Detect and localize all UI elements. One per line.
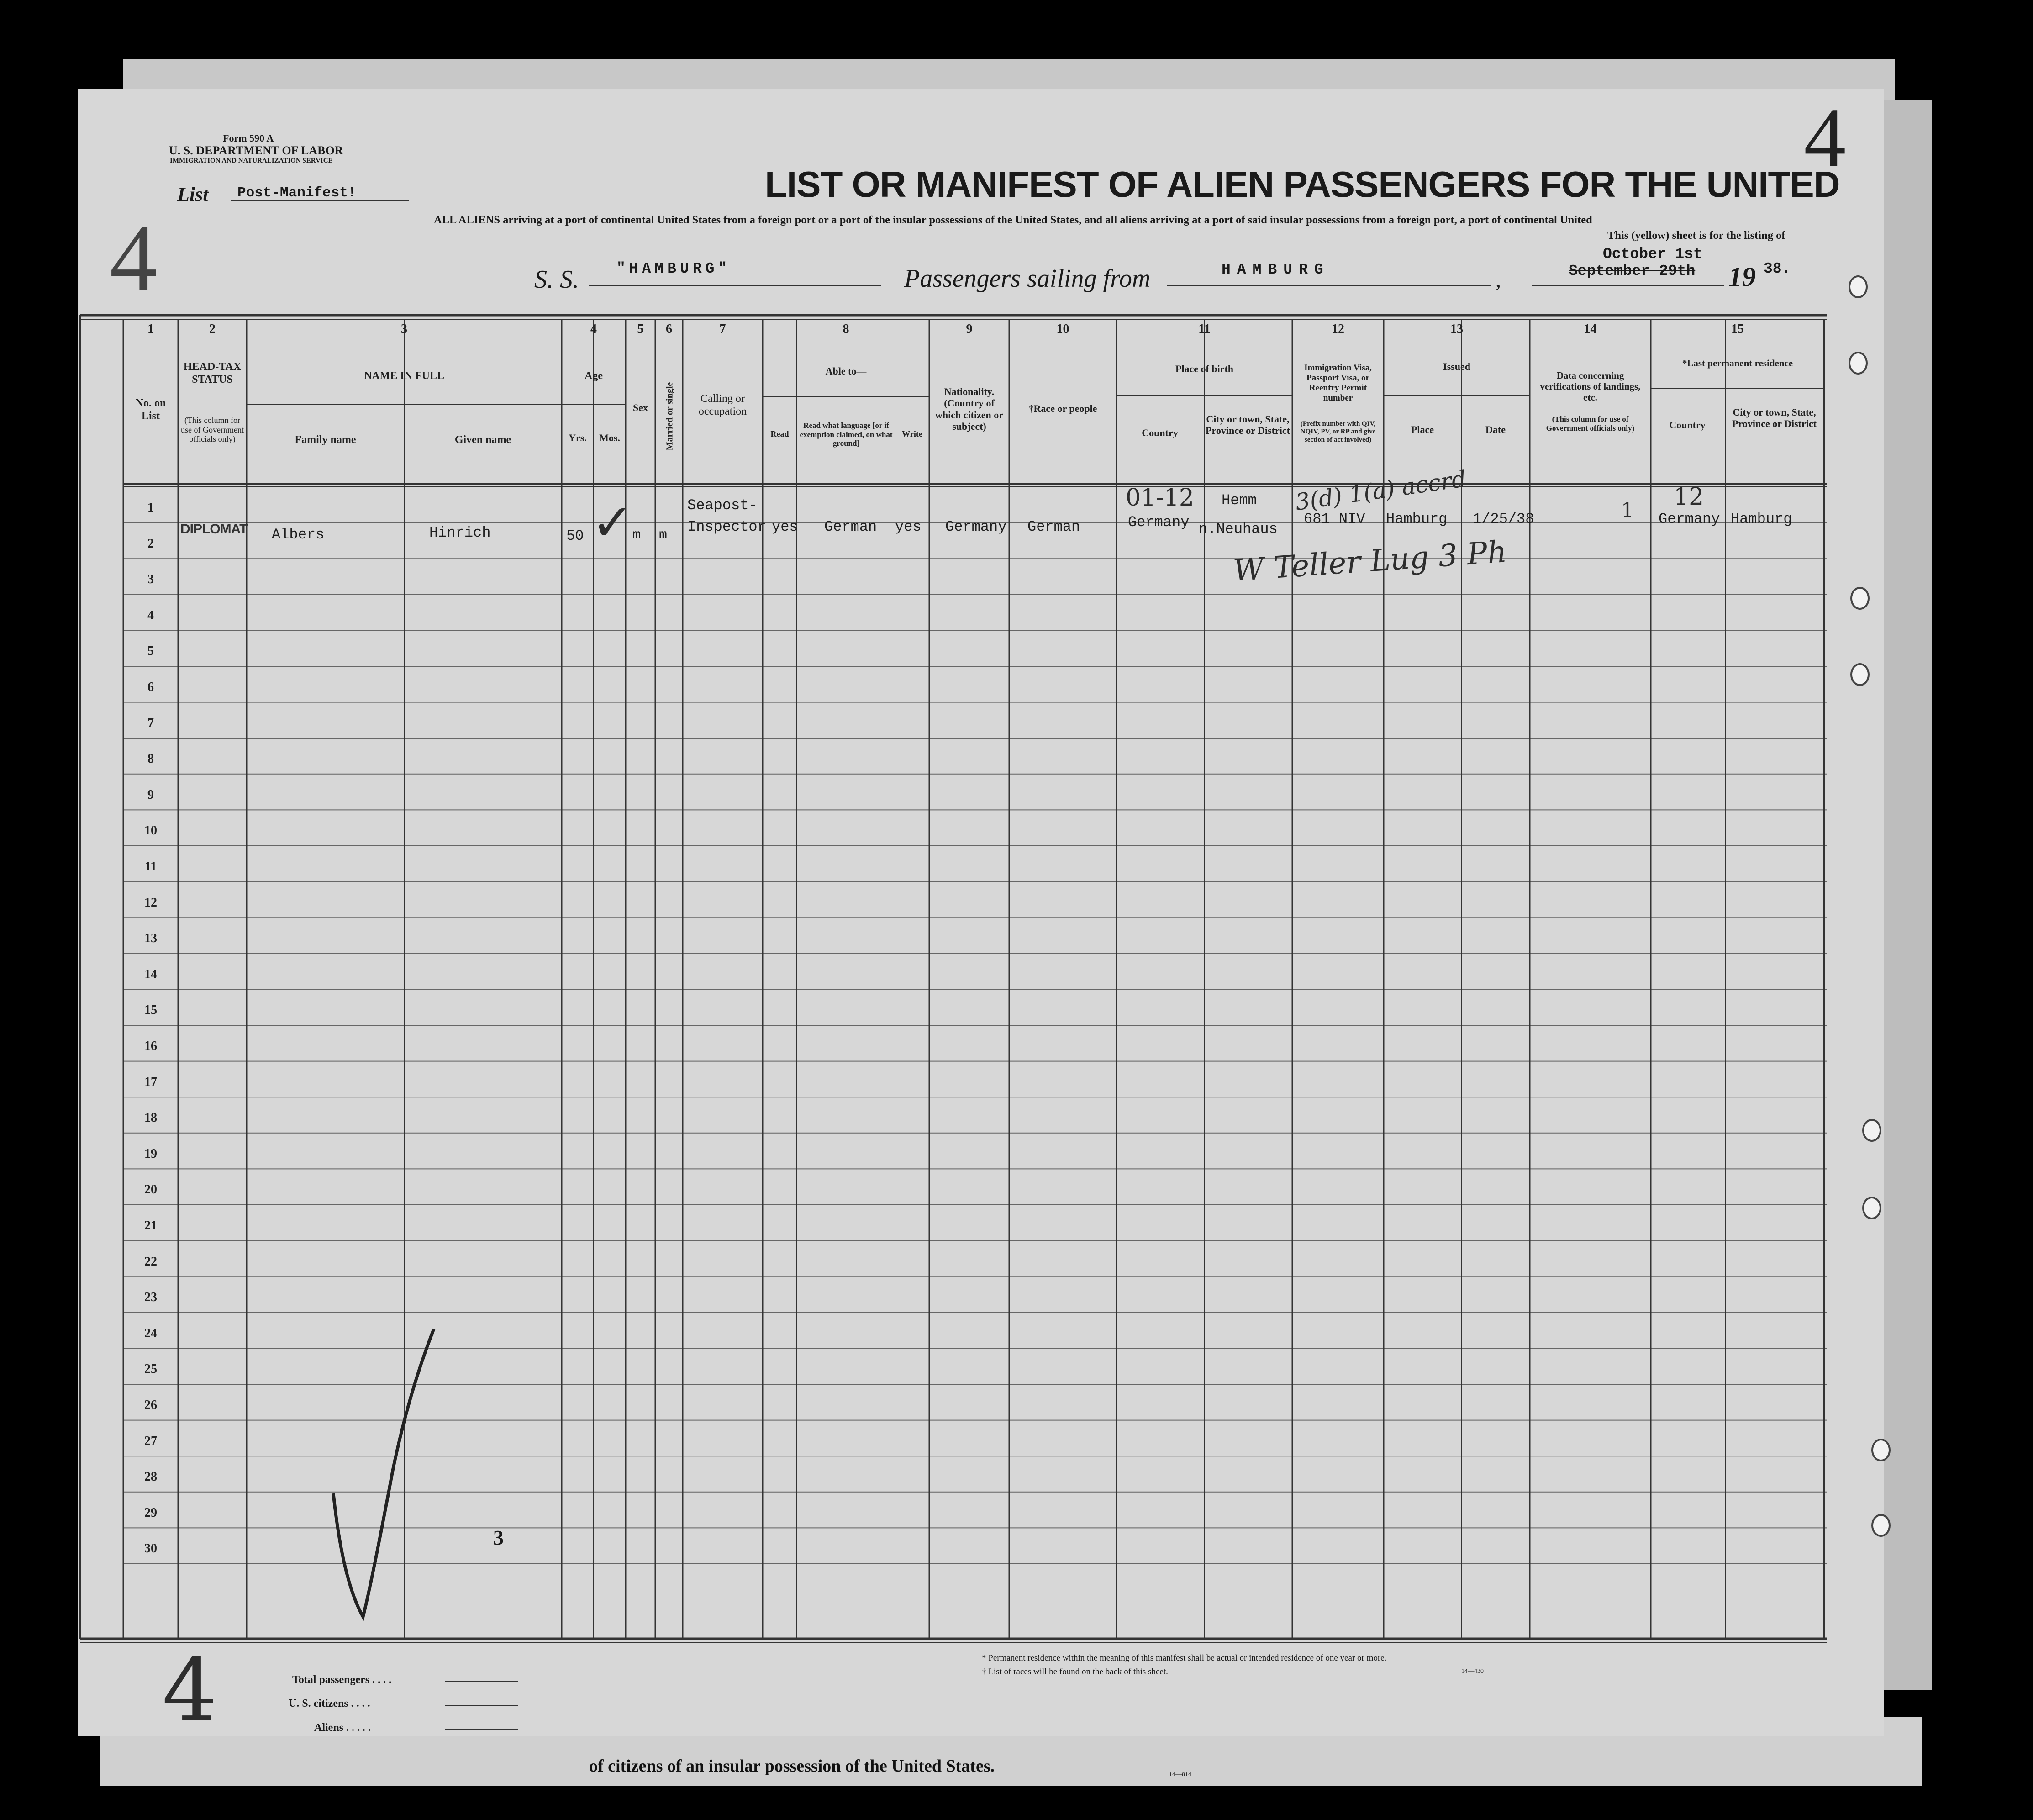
header-verifications-note: (This column for use of Government officials only) bbox=[1546, 415, 1635, 433]
year-prefix: 19 bbox=[1728, 262, 1756, 292]
header-birth-city: City or town, State, Province or District bbox=[1206, 413, 1290, 437]
header-nationality: Nationality. (Country of which citizen or subject) bbox=[935, 386, 1004, 432]
header-given-name: Given name bbox=[454, 434, 511, 446]
entry-visa-annotation: 3(d) 1(a) accrd bbox=[1293, 465, 1468, 516]
row-number: 14 bbox=[144, 967, 157, 981]
page-title: LIST OR MANIFEST OF ALIEN PASSENGERS FOR THE UNITED bbox=[765, 164, 1840, 205]
entry-verification-mark: 1 bbox=[1621, 499, 1634, 522]
binder-hole bbox=[1871, 1439, 1891, 1461]
entry-head-tax: DIPLOMAT bbox=[180, 522, 248, 537]
subtitle-line2: This (yellow) sheet is for the listing of bbox=[1607, 229, 1785, 242]
page-mark: 3 bbox=[493, 1526, 504, 1549]
header-visa: Immigration Visa, Passport Visa, or Reentry Permit number bbox=[1304, 363, 1372, 403]
large-check-mark bbox=[320, 1324, 438, 1626]
header-head-tax: HEAD-TAX STATUS bbox=[183, 361, 242, 385]
under-sheet-text: of citizens of an insular possession of the United States. bbox=[589, 1757, 995, 1776]
form-code: 14—430 bbox=[1461, 1668, 1484, 1675]
col-num-6: 6 bbox=[666, 322, 672, 336]
entry-race: German bbox=[1027, 518, 1080, 535]
entry-occupation-line1: Seapost- bbox=[687, 497, 758, 514]
header-visa-note: (Prefix number with QIV, NQIV, PV, or RP and give section of act involved) bbox=[1300, 420, 1376, 443]
footnote-residence: * Permanent residence within the meaning of this manifest shall be actual or intended residence of one year or more. bbox=[982, 1653, 1387, 1663]
entry-write: yes bbox=[895, 518, 922, 535]
col-num-11: 11 bbox=[1198, 322, 1211, 336]
aliens-label: Aliens . . . . . bbox=[314, 1722, 371, 1734]
header-read-language: Read what language [or if exemption claimed, on what ground] bbox=[800, 421, 893, 448]
port-underline bbox=[1167, 285, 1491, 286]
sailing-date-struck: September 29th bbox=[1569, 263, 1696, 280]
header-calling: Calling or occupation bbox=[698, 393, 747, 417]
header-place-of-birth: Place of birth bbox=[1175, 363, 1234, 375]
entry-handwritten-note: W Teller Lug 3 Ph bbox=[1232, 534, 1508, 588]
row-number: 1 bbox=[147, 501, 154, 515]
under-sheet-code: 14—814 bbox=[1169, 1771, 1191, 1778]
col-num-13: 13 bbox=[1450, 322, 1463, 336]
row-number: 21 bbox=[144, 1219, 157, 1233]
header-mos: Mos. bbox=[599, 432, 620, 443]
list-value: Post-Manifest! bbox=[237, 185, 357, 201]
row-number: 28 bbox=[144, 1470, 157, 1484]
row-number: 26 bbox=[144, 1398, 157, 1412]
header-res-city: City or town, State, Province or District bbox=[1732, 406, 1817, 430]
entry-sex: m bbox=[632, 528, 641, 543]
row-number: 19 bbox=[144, 1146, 157, 1161]
entry-occupation-line2: Inspector bbox=[687, 518, 766, 535]
header-write: Write bbox=[902, 429, 922, 438]
row-number: 8 bbox=[147, 752, 154, 766]
entry-language: German bbox=[824, 518, 877, 535]
entry-birth-country: Germany bbox=[1128, 514, 1190, 531]
entry-res-country: Germany bbox=[1659, 511, 1720, 528]
col-num-8: 8 bbox=[843, 322, 849, 336]
sheet-number-handwritten: 4 bbox=[110, 205, 158, 311]
header-no-on-list: No. on List bbox=[135, 397, 166, 422]
entry-res-city: Hamburg bbox=[1731, 511, 1792, 528]
sailing-date: October 1st bbox=[1603, 246, 1702, 263]
row-number: 29 bbox=[144, 1505, 157, 1520]
row-number: 20 bbox=[144, 1182, 157, 1197]
us-citizens-line bbox=[445, 1705, 518, 1706]
ss-label: S. S. bbox=[534, 265, 579, 294]
form-number: Form 590 A bbox=[223, 132, 274, 144]
header-sex: Sex bbox=[633, 402, 648, 413]
entry-nationality: Germany bbox=[945, 518, 1007, 535]
entry-family-name: Albers bbox=[272, 526, 325, 543]
header-read: Read bbox=[770, 429, 789, 438]
row-number: 3 bbox=[147, 572, 154, 587]
row-number: 18 bbox=[144, 1111, 157, 1125]
row-number: 16 bbox=[144, 1039, 157, 1053]
header-issued: Issued bbox=[1443, 361, 1470, 372]
row-number: 15 bbox=[144, 1003, 157, 1018]
departure-port: HAMBURG bbox=[1222, 261, 1330, 278]
us-citizens-label: U. S. citizens . . . . bbox=[289, 1698, 370, 1709]
comma: , bbox=[1496, 268, 1501, 292]
department: U. S. DEPARTMENT OF LABOR bbox=[169, 144, 343, 157]
aliens-line bbox=[445, 1729, 518, 1730]
header-res-country: Country bbox=[1669, 419, 1706, 431]
footnote-races: † List of races will be found on the back of this sheet. bbox=[982, 1667, 1168, 1677]
row-number: 4 bbox=[147, 608, 154, 622]
col-num-1: 1 bbox=[147, 322, 154, 336]
list-underline bbox=[231, 200, 409, 201]
footer-handwritten-four: 4 bbox=[162, 1640, 217, 1741]
entry-given-name: Hinrich bbox=[429, 524, 491, 541]
entry-issued-date: 1/25/38 bbox=[1473, 511, 1534, 528]
col-num-2: 2 bbox=[209, 322, 216, 336]
entry-issued-place: Hamburg bbox=[1386, 511, 1448, 528]
list-label: List bbox=[177, 183, 209, 206]
year-suffix: 38. bbox=[1764, 260, 1791, 277]
row-number: 9 bbox=[147, 787, 154, 802]
binder-hole bbox=[1871, 1514, 1891, 1537]
col-num-7: 7 bbox=[719, 322, 726, 336]
col-num-4: 4 bbox=[590, 322, 597, 336]
row-number: 13 bbox=[144, 931, 157, 946]
row-number: 27 bbox=[144, 1434, 157, 1448]
row-number: 7 bbox=[147, 716, 154, 730]
entry-married: m bbox=[659, 528, 668, 543]
header-issued-place: Place bbox=[1411, 424, 1434, 435]
total-passengers-text: Total passengers bbox=[292, 1674, 370, 1686]
aliens-text: Aliens bbox=[314, 1722, 344, 1734]
ship-name: "HAMBURG" bbox=[616, 260, 731, 277]
sailing-label: Passengers sailing from bbox=[904, 264, 1151, 293]
entry-birth-code: 01-12 bbox=[1126, 484, 1194, 512]
binder-hole bbox=[1862, 1197, 1881, 1219]
col-num-9: 9 bbox=[966, 322, 973, 336]
header-family-name: Family name bbox=[295, 434, 356, 446]
us-citizens-text: U. S. citizens bbox=[289, 1698, 348, 1709]
entry-read: yes bbox=[772, 518, 798, 535]
header-issued-date: Date bbox=[1485, 424, 1506, 435]
entry-age: 50 bbox=[566, 528, 584, 544]
row-number: 10 bbox=[144, 823, 157, 838]
row-number: 25 bbox=[144, 1362, 157, 1377]
col-num-10: 10 bbox=[1056, 322, 1069, 336]
header-name-in-full: NAME IN FULL bbox=[363, 370, 444, 382]
age-check-mark: ✓ bbox=[591, 493, 634, 552]
col-num-12: 12 bbox=[1332, 322, 1344, 336]
col-num-15: 15 bbox=[1731, 322, 1744, 336]
binder-hole bbox=[1850, 587, 1870, 610]
total-passengers-line bbox=[445, 1681, 518, 1682]
row-number: 2 bbox=[147, 536, 154, 551]
row-number: 11 bbox=[144, 860, 157, 874]
row-number: 12 bbox=[144, 895, 157, 910]
header-birth-country: Country bbox=[1142, 427, 1178, 438]
sheet-number: 4 bbox=[1804, 91, 1846, 185]
binder-hole bbox=[1862, 1119, 1881, 1142]
subtitle-line1: ALL ALIENS arriving at a port of continental United States from a foreign port or a port of the insular possessions of the United States, and all aliens arriving at a port of said insular possessions from a foreign port, a port of continental United bbox=[434, 214, 1592, 226]
row-number: 6 bbox=[147, 680, 154, 694]
header-able-to: Able to— bbox=[825, 365, 867, 377]
binder-hole bbox=[1849, 275, 1868, 298]
binder-hole bbox=[1850, 663, 1870, 686]
date-underline bbox=[1532, 285, 1724, 286]
entry-birth-city-line1: Hemm bbox=[1222, 492, 1257, 509]
service-name: IMMIGRATION AND NATURALIZATION SERVICE bbox=[170, 157, 333, 164]
entry-birth-city-line2: n.Neuhaus bbox=[1199, 521, 1278, 538]
col-num-3: 3 bbox=[401, 322, 407, 336]
col-num-14: 14 bbox=[1584, 322, 1597, 336]
row-number: 22 bbox=[144, 1254, 157, 1269]
row-number: 5 bbox=[147, 644, 154, 659]
header-last-residence: *Last permanent residence bbox=[1682, 358, 1793, 369]
ship-underline bbox=[589, 285, 881, 286]
header-verifications: Data concerning verifications of landings, etc. bbox=[1540, 370, 1641, 403]
row-number: 24 bbox=[144, 1326, 157, 1340]
entry-res-code: 12 bbox=[1674, 483, 1704, 511]
header-race: †Race or people bbox=[1028, 403, 1097, 414]
col-num-5: 5 bbox=[637, 322, 644, 336]
header-age: Age bbox=[585, 370, 603, 382]
row-number: 30 bbox=[144, 1541, 157, 1556]
header-head-tax-note: (This column for use of Government officials only) bbox=[181, 416, 244, 444]
entry-visa: 681 NIV bbox=[1304, 511, 1365, 528]
row-number: 17 bbox=[144, 1075, 157, 1089]
total-passengers-label: Total passengers . . . . bbox=[292, 1674, 392, 1686]
header-yrs: Yrs. bbox=[569, 432, 587, 443]
header-married: Married or single bbox=[664, 382, 675, 451]
row-number: 23 bbox=[144, 1290, 157, 1305]
binder-hole bbox=[1849, 352, 1868, 375]
